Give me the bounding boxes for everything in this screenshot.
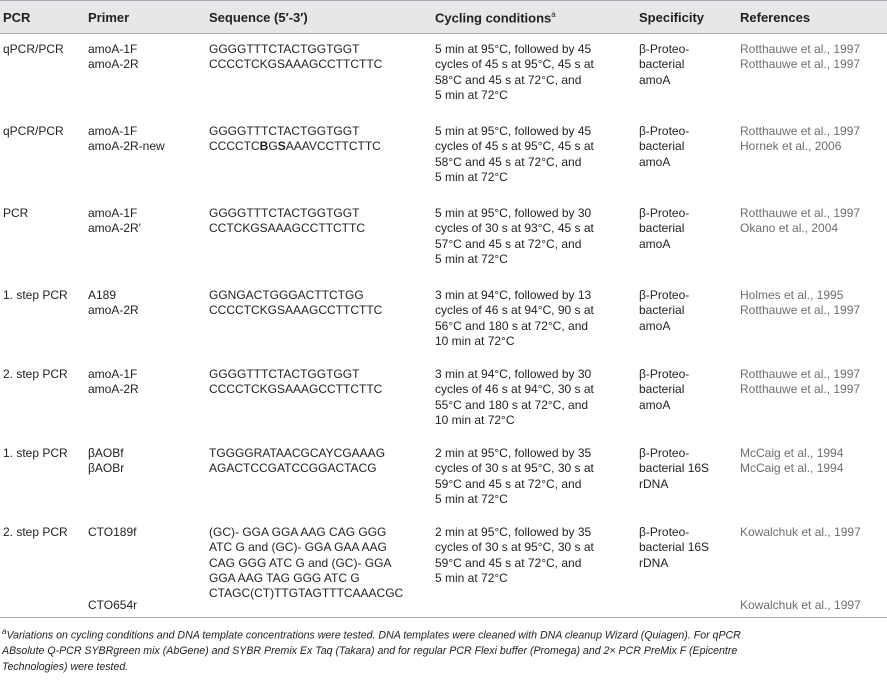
sequence-cell: [209, 367, 382, 398]
reference: Rotthauwe et al., 1997: [740, 382, 861, 397]
primer: amoA-1F: [88, 124, 138, 138]
specificity-line: β-Proteo-: [639, 446, 690, 460]
cycling-line: cycles of 45 s at 95°C, 45 s at: [435, 139, 594, 154]
sequence: CCCCTCKGSAAAGCCTTCTTC: [209, 382, 383, 397]
primer: amoA-2R-new: [88, 139, 165, 154]
cycling-line: 5 min at 72°C: [435, 251, 508, 266]
primer-cell: [88, 124, 165, 155]
specificity-cell: [639, 446, 709, 492]
header-pcr: PCR: [3, 10, 31, 25]
pcr-cell: 2. step PCR: [3, 367, 68, 381]
cycling-cell: [435, 124, 594, 185]
sequence-bold-base: S: [277, 139, 286, 154]
sequence: GGGGTTTCTACTGGTGGT: [209, 124, 360, 138]
cycling-cell: [435, 525, 594, 586]
references-cell: [740, 367, 860, 398]
specificity-line: β-Proteo-: [639, 42, 690, 56]
reference: Rotthauwe et al., 1997: [740, 206, 861, 220]
specificity-line: bacterial 16S: [639, 540, 710, 555]
cycling-line: 2 min at 95°C, followed by 35: [435, 525, 592, 539]
table-bottom-rule: [0, 617, 887, 618]
sequence: GGGGTTTCTACTGGTGGT: [209, 42, 360, 56]
pcr-cell: 2. step PCR: [3, 525, 68, 539]
primer: amoA-2R: [88, 57, 139, 72]
sequence: (GC)- GGA GGA AAG CAG GGG: [209, 525, 387, 539]
sequence-cell: [209, 124, 381, 155]
specificity-line: β-Proteo-: [639, 367, 690, 381]
cycling-line: 58°C and 45 s at 72°C, and: [435, 154, 582, 169]
specificity-line: β-Proteo-: [639, 525, 690, 539]
reference: Rotthauwe et al., 1997: [740, 57, 861, 72]
sequence-bold-base: B: [259, 139, 269, 154]
cycling-line: 5 min at 72°C: [435, 491, 508, 506]
sequence: CTAGC(CT)TTGTAGTTTCAAACGC: [209, 586, 404, 601]
header-sequence: Sequence (5′-3′): [209, 10, 308, 25]
cycling-line: cycles of 45 s at 95°C, 45 s at: [435, 57, 594, 72]
specificity-line: bacterial 16S: [639, 461, 710, 476]
sequence: CCCCTCKGSAAAGCCTTCTTC: [209, 57, 383, 72]
primer: A189: [88, 288, 117, 302]
cycling-line: 57°C and 45 s at 72°C, and: [435, 236, 582, 251]
cycling-line: cycles of 46 s at 94°C, 30 s at: [435, 382, 594, 397]
specificity-line: β-Proteo-: [639, 288, 690, 302]
references-cell: [740, 42, 860, 73]
specificity-line: rDNA: [639, 476, 669, 491]
cycling-line: 55°C and 180 s at 72°C, and: [435, 397, 589, 412]
cycling-line: 5 min at 72°C: [435, 169, 508, 184]
header-references: References: [740, 10, 811, 25]
sequence-part: G: [268, 139, 278, 154]
primer: amoA-1F: [88, 42, 138, 56]
reference: Kowalchuk et al., 1997: [740, 525, 861, 539]
header-cycling-label: Cycling conditions: [435, 10, 552, 26]
cycling-cell: [435, 288, 594, 349]
reference: Rotthauwe et al., 1997: [740, 124, 861, 138]
sequence: AGACTCCGATCCGGACTACG: [209, 461, 377, 476]
sequence: GGA AAG TAG GGG ATC G: [209, 570, 360, 585]
specificity-line: bacterial: [639, 303, 685, 318]
reference: McCaig et al., 1994: [740, 446, 844, 460]
pcr-cell: 1. step PCR: [3, 288, 68, 302]
specificity-cell: [639, 288, 689, 334]
specificity-line: β-Proteo-: [639, 206, 690, 220]
references-cell: [740, 206, 860, 237]
primer-cell: [88, 367, 139, 398]
sequence: GGGGTTTCTACTGGTGGT: [209, 367, 360, 381]
specificity-line: β-Proteo-: [639, 124, 690, 138]
header-cycling-footnote-marker: a: [551, 10, 556, 19]
reference: McCaig et al., 1994: [740, 461, 844, 476]
cycling-line: 5 min at 72°C: [435, 87, 508, 102]
primer-cell: [88, 525, 136, 540]
references-cell: [740, 598, 861, 613]
sequence-cell: [209, 446, 385, 477]
sequence: GGNGACTGGGACTTCTGG: [209, 288, 364, 302]
table-footnote: [2, 624, 882, 675]
primer-cell: [88, 288, 139, 319]
specificity-line: rDNA: [639, 555, 669, 570]
cycling-line: 10 min at 72°C: [435, 333, 515, 348]
primer-cell: [88, 598, 137, 613]
sequence-cell: [209, 206, 365, 237]
cycling-line: 59°C and 45 s at 72°C, and: [435, 476, 582, 491]
reference: Kowalchuk et al., 1997: [740, 598, 861, 612]
specificity-line: amoA: [639, 154, 671, 169]
cycling-cell: [435, 367, 594, 428]
specificity-line: bacterial: [639, 57, 685, 72]
primer: amoA-1F: [88, 367, 138, 381]
specificity-cell: [639, 367, 689, 413]
pcr-cell: PCR: [3, 206, 29, 220]
sequence-part: AAAVCCTTCTTC: [285, 139, 381, 154]
cycling-line: 5 min at 95°C, followed by 30: [435, 206, 592, 220]
pcr-cell: 1. step PCR: [3, 446, 68, 460]
sequence-part: CCCCTC: [209, 139, 260, 154]
specificity-cell: [639, 525, 709, 571]
sequence: CCTCKGSAAAGCCTTCTTC: [209, 221, 365, 236]
specificity-line: amoA: [639, 397, 671, 412]
primer-cell: [88, 42, 139, 73]
footnote-line: [2, 624, 882, 644]
cycling-cell: [435, 446, 594, 507]
reference: Rotthauwe et al., 1997: [740, 303, 861, 318]
primer-cell: [88, 206, 141, 237]
reference: Rotthauwe et al., 1997: [740, 367, 861, 381]
references-cell: [740, 288, 860, 319]
cycling-line: 2 min at 95°C, followed by 35: [435, 446, 592, 460]
references-cell: [740, 525, 861, 540]
sequence: TGGGGRATAACGCAYCGAAAG: [209, 446, 386, 460]
references-cell: [740, 446, 843, 477]
specificity-cell: [639, 124, 689, 170]
header-cycling: [435, 10, 556, 25]
specificity-line: bacterial: [639, 382, 685, 397]
specificity-line: amoA: [639, 236, 671, 251]
primer: βAOBf: [88, 446, 124, 460]
specificity-line: bacterial: [639, 139, 685, 154]
pcr-cell: qPCR/PCR: [3, 124, 64, 138]
references-cell: [740, 124, 860, 155]
footnote-line: ABsolute Q-PCR SYBRgreen mix (AbGene) and SYBR Premix Ex Taq (Takara) and for regular PCR Flexi buffer (Promega) and 2× PCR PreMix F (Epicentre: [2, 645, 738, 658]
footnote-marker: a: [2, 627, 7, 636]
cycling-cell: [435, 42, 594, 103]
sequence: CAG GGG ATC G and (GC)- GGA: [209, 555, 392, 570]
cycling-line: 3 min at 94°C, followed by 30: [435, 367, 592, 381]
sequence-with-bold-bases: [209, 139, 381, 154]
primer: amoA-2R: [88, 303, 139, 318]
cycling-line: 59°C and 45 s at 72°C, and: [435, 555, 582, 570]
cycling-line: 5 min at 95°C, followed by 45: [435, 42, 592, 56]
specificity-line: amoA: [639, 318, 671, 333]
primer-cell: [88, 446, 124, 477]
cycling-line: 5 min at 95°C, followed by 45: [435, 124, 592, 138]
sequence-cell: [209, 288, 382, 319]
specificity-line: amoA: [639, 72, 671, 87]
header-primer: Primer: [88, 10, 130, 25]
sequence: GGGGTTTCTACTGGTGGT: [209, 206, 360, 220]
cycling-line: cycles of 46 s at 94°C, 90 s at: [435, 303, 594, 318]
cycling-cell: [435, 206, 594, 267]
table-header: [0, 0, 887, 34]
reference: Holmes et al., 1995: [740, 288, 844, 302]
reference: Hornek et al., 2006: [740, 139, 842, 154]
footnote-text: Variations on cycling conditions and DNA template concentrations were tested. DNA templates were cleaned with DNA cleanup Wizard (Quiagen). For qPCR: [6, 629, 741, 642]
specificity-cell: [639, 206, 689, 252]
primer: amoA-2R′: [88, 221, 141, 236]
sequence-cell: [209, 42, 382, 73]
cycling-line: 10 min at 72°C: [435, 412, 515, 427]
reference: Rotthauwe et al., 1997: [740, 42, 861, 56]
cycling-line: 5 min at 72°C: [435, 570, 508, 585]
cycling-line: 3 min at 94°C, followed by 13: [435, 288, 592, 302]
header-specificity: Specificity: [639, 10, 705, 25]
primer: amoA-2R: [88, 382, 139, 397]
cycling-line: cycles of 30 s at 95°C, 30 s at: [435, 540, 594, 555]
sequence: ATC G and (GC)- GGA GAA AAG: [209, 540, 387, 555]
cycling-line: cycles of 30 s at 95°C, 30 s at: [435, 461, 594, 476]
sequence: CCCCTCKGSAAAGCCTTCTTC: [209, 303, 383, 318]
pcr-cell: qPCR/PCR: [3, 42, 64, 56]
specificity-cell: [639, 42, 689, 88]
primer: βAOBr: [88, 461, 125, 476]
reference: Okano et al., 2004: [740, 221, 839, 236]
cycling-line: 56°C and 180 s at 72°C, and: [435, 318, 589, 333]
primer: CTO654r: [88, 598, 138, 612]
primer: CTO189f: [88, 525, 137, 539]
cycling-line: cycles of 30 s at 93°C, 45 s at: [435, 221, 594, 236]
cycling-line: 58°C and 45 s at 72°C, and: [435, 72, 582, 87]
primer: amoA-1F: [88, 206, 138, 220]
footnote-line: Technologies) were tested.: [2, 660, 129, 673]
sequence-cell: [209, 525, 403, 601]
specificity-line: bacterial: [639, 221, 685, 236]
